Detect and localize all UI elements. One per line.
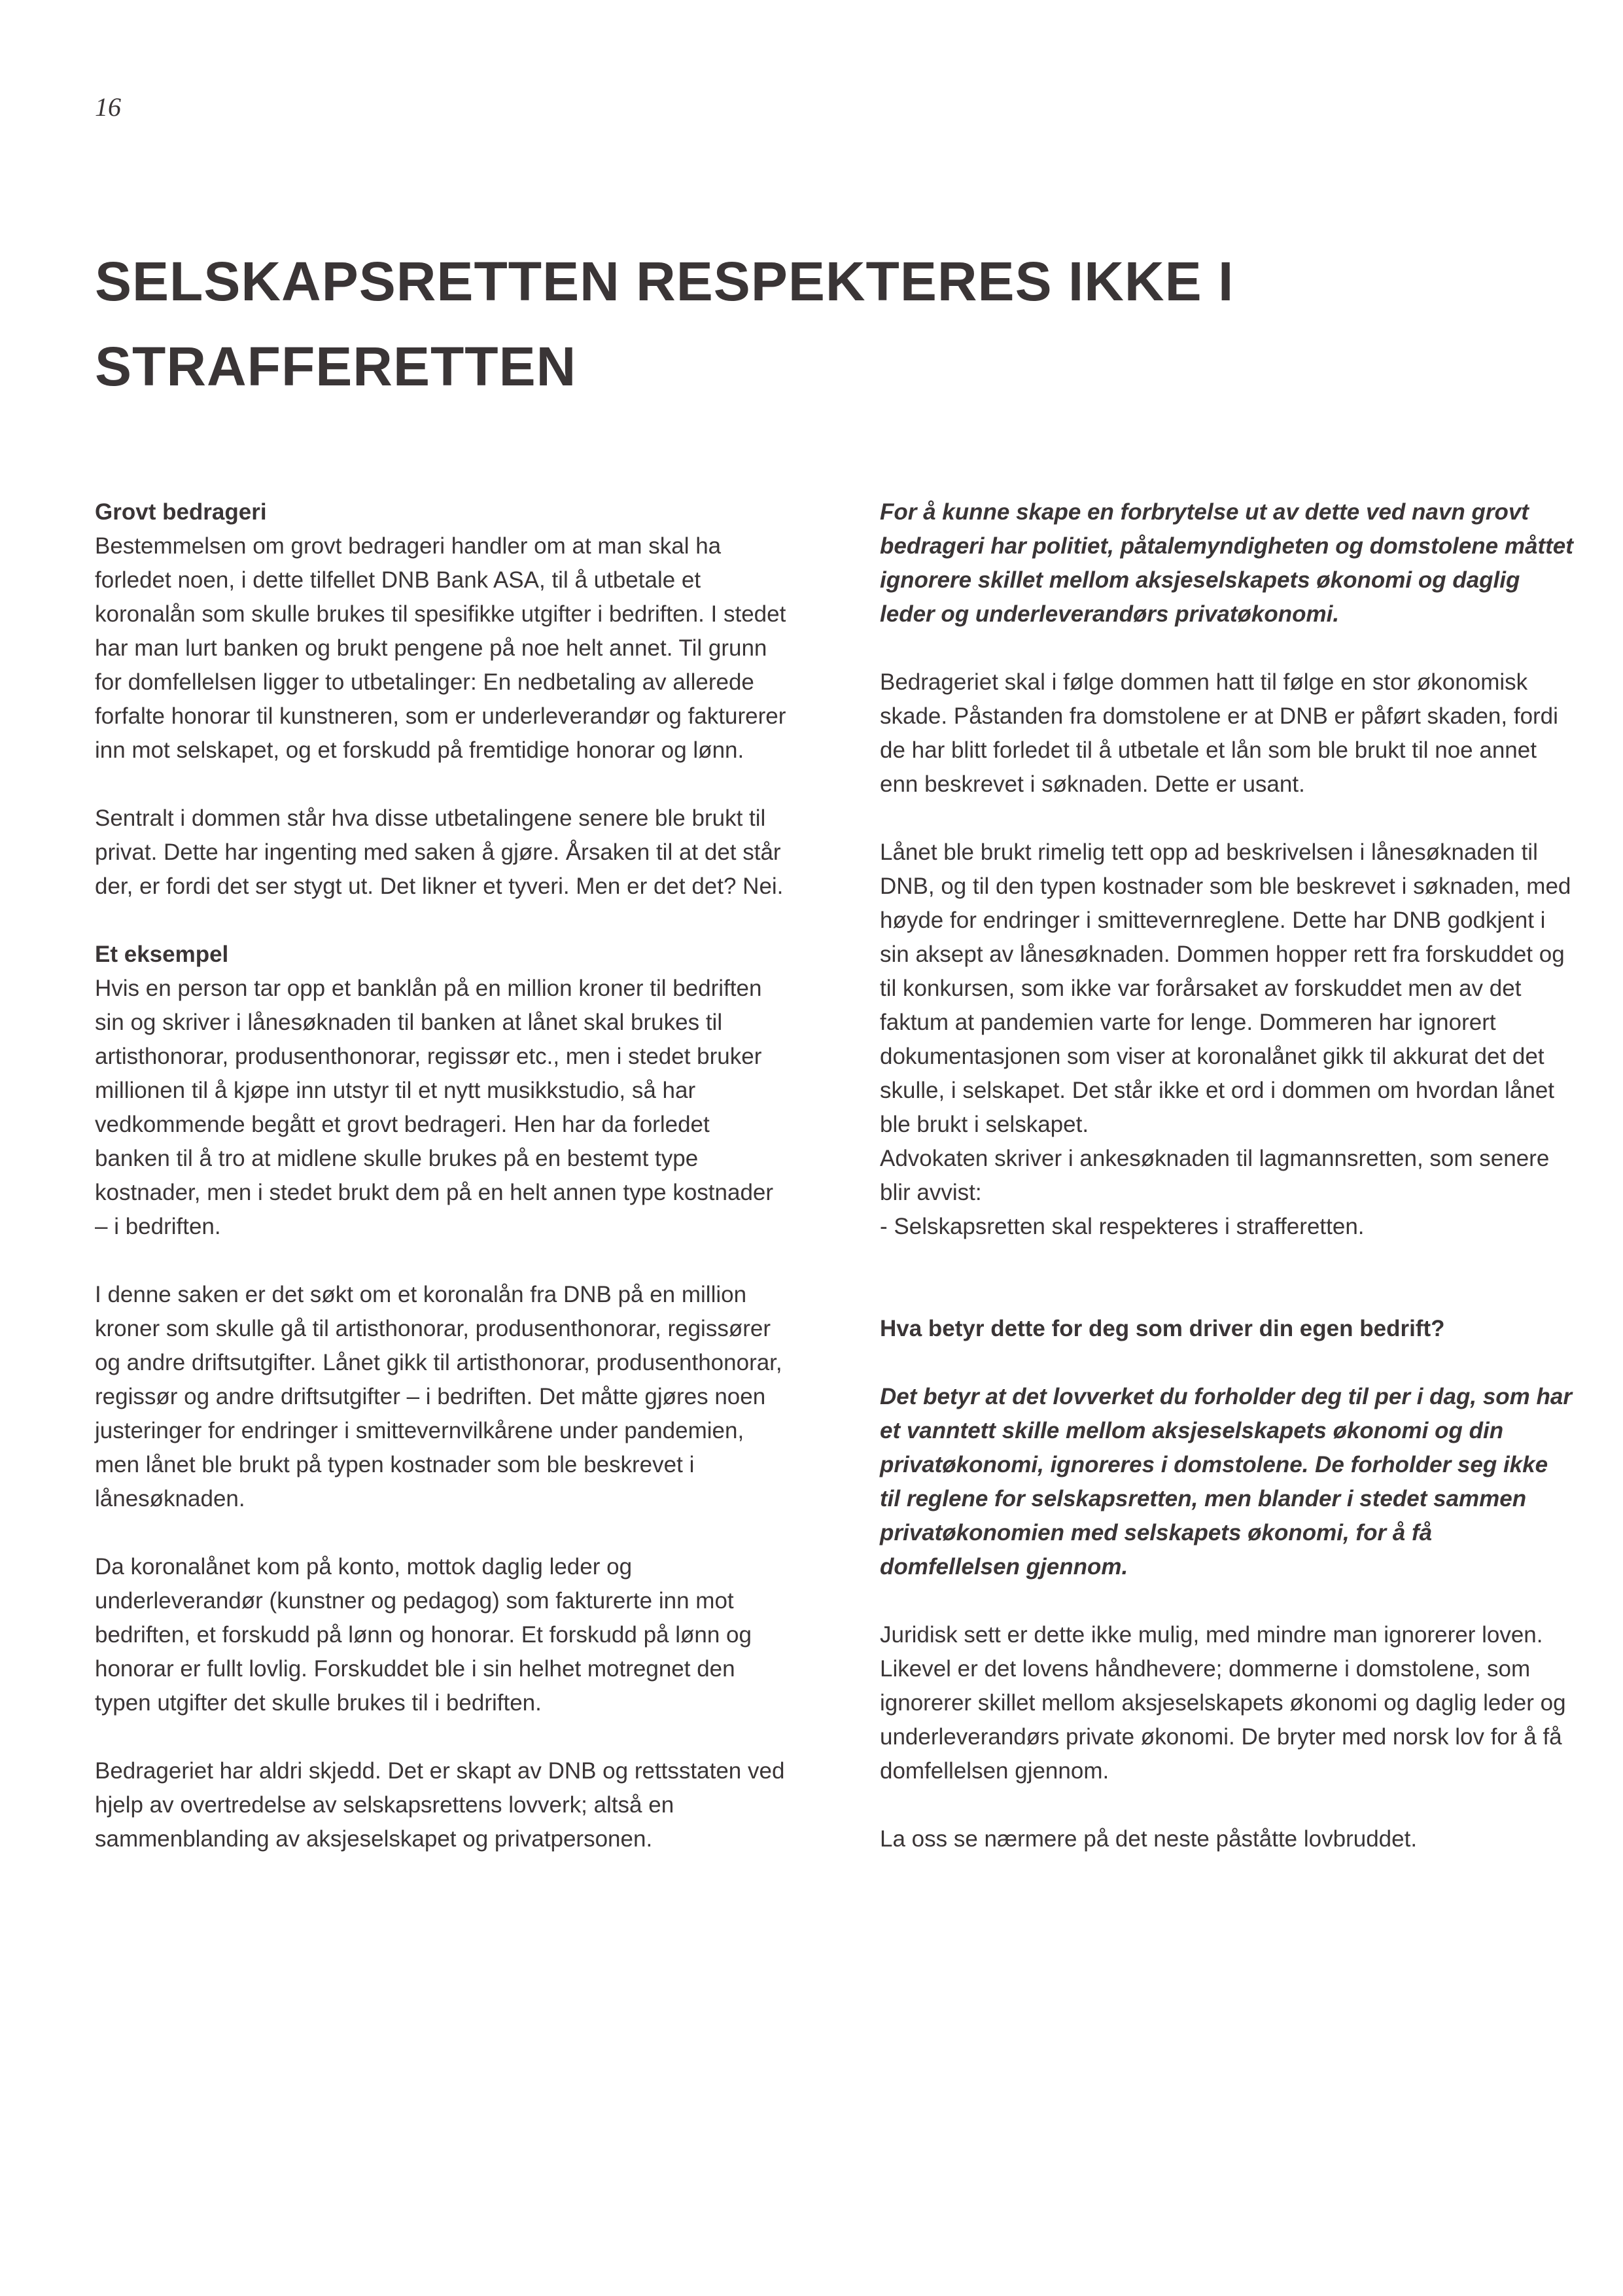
left-column: [95, 495, 788, 1890]
paragraph: Juridisk sett er dette ikke mulig, med mindre man ignorerer loven. Likevel er det lovens håndhevere; dommerne i domstolene, som ignorerer skillet mellom aksjeselskapets økonomi og daglig leder og underleverandørs private økonomi. De bryter med norsk lov for å få domfellelsen gjennom.: [880, 1622, 1566, 1784]
emphasis-paragraph: Det betyr at det lovverket du forholder deg til per i dag, som har et vanntett skille mellom aksjeselskapets økonomi og din privatøkonomi, ignoreres i domstolene. De forholder seg ikke til reglene for selskapsretten, men blander i stedet sammen privatøkonomien med selskapets økonomi, for å få domfellelsen gjennom.: [880, 1384, 1572, 1580]
section-heading-et-eksempel: Et eksempel: [95, 942, 229, 967]
paragraph: Bestemmelsen om grovt bedrageri handler om at man skal ha forledet noen, i dette tilfellet DNB Bank ASA, til å utbetale et koronalån som skulle brukes til spesifikke utgifter i bedriften. I stedet har man lurt banken og brukt pengene på noe helt annet. Til grunn for domfellelsen ligger to utbetalinger: En nedbetaling av allerede forfalte honorar til kunstneren, som er underleverandør og fakturerer inn mot selskapet, og et forskudd på fremtidige honorar og lønn.: [95, 533, 786, 763]
page-number: 16: [95, 92, 121, 122]
paragraph: Hvis en person tar opp et banklån på en million kroner til bedriften sin og skriver i lånesøknaden til banken at lånet skal brukes til artisthonorar, produsenthonorar, regissør etc., men i stedet bruker millionen til å kjøpe inn utstyr til et nytt musikkstudio, så har vedkommende begått et grovt bedrageri. Hen har da forledet banken til å tro at midlene skulle brukes på en bestemt type kostnader, men i stedet brukt dem på en helt annen type kostnader – i bedriften.: [95, 976, 774, 1239]
paragraph: Lånet ble brukt rimelig tett opp ad beskrivelsen i lånesøknaden til DNB, og til den typen kostnader som ble beskrevet i søknaden, med høyde for endringer i smittevernreglene. Dette har DNB godkjent i sin aksept av lånesøknaden. Dommen hopper rett fra forskuddet og til konkursen, som ikke var forårsaket av forskuddet men av det faktum at pandemien varte for lenge. Dommeren har ignorert dokumentasjonen som viser at koronalånet gikk til akkurat det det skulle, i selskapet. Det står ikke et ord i dommen om hvordan lånet ble brukt i selskapet.: [880, 839, 1571, 1137]
spacer: [880, 1278, 1573, 1312]
paragraph: Sentralt i dommen står hva disse utbetalingene senere ble brukt til privat. Dette har ingenting med saken å gjøre. Årsaken til at det står der, er fordi det ser stygt ut. Det likner et tyveri. Men er det det? Nei.: [95, 805, 784, 899]
paragraph: I denne saken er det søkt om et koronalån fra DNB på en million kroner som skulle gå til artisthonorar, produsenthonorar, regissører og andre driftsutgifter. Lånet gikk til artisthonorar, produsenthonorar, regissør og andre driftsutgifter – i bedriften. Det måtte gjøres noen justeringer for endringer i smittevernvilkårene under pandemien, men lånet ble brukt på typen kostnader som ble beskrevet i lånesøknaden.: [95, 1282, 782, 1511]
paragraph: Da koronalånet kom på konto, mottok daglig leder og underleverandør (kunstner og pedagog) som fakturerte inn mot bedriften, et forskudd på lønn og honorar. Et forskudd på lønn og honorar er fullt lovlig. Forskuddet ble i sin helhet motregnet den typen utgifter det skulle brukes til i bedriften.: [95, 1554, 752, 1716]
quote: - Selskapsretten skal respekteres i strafferetten.: [880, 1214, 1365, 1239]
paragraph: La oss se nærmere på det neste påståtte lovbruddet.: [880, 1826, 1418, 1852]
section-heading-hva-betyr: Hva betyr dette for deg som driver din egen bedrift?: [880, 1316, 1445, 1341]
section-heading-grovt-bedrageri: Grovt bedrageri: [95, 499, 267, 525]
paragraph: Advokaten skriver i ankesøknaden til lagmannsretten, som senere blir avvist:: [880, 1146, 1550, 1205]
lead-emphasis: For å kunne skape en forbrytelse ut av dette ved navn grovt bedrageri har politiet, påtalemyndigheten og domstolene måttet ignorere skillet mellom aksjeselskapets økonomi og daglig leder og underleverandørs privatøkonomi.: [880, 499, 1573, 627]
page-title-line-1: SELSKAPSRETTEN RESPEKTERES IKKE I: [95, 251, 1234, 312]
page-title-line-2: STRAFFERETTEN: [95, 336, 577, 397]
right-column: [880, 495, 1573, 1890]
page-title: [95, 239, 1501, 409]
paragraph: Bedrageriet har aldri skjedd. Det er skapt av DNB og rettsstaten ved hjelp av overtredelse av selskapsrettens lovverk; altså en sammenblanding av aksjeselskapet og privatpersonen.: [95, 1758, 785, 1852]
paragraph: Bedrageriet skal i følge dommen hatt til følge en stor økonomisk skade. Påstanden fra domstolene er at DNB er påført skaden, fordi de har blitt forledet til å utbetale et lån som ble brukt til noe annet enn beskrevet i søknaden. Dette er usant.: [880, 669, 1558, 797]
